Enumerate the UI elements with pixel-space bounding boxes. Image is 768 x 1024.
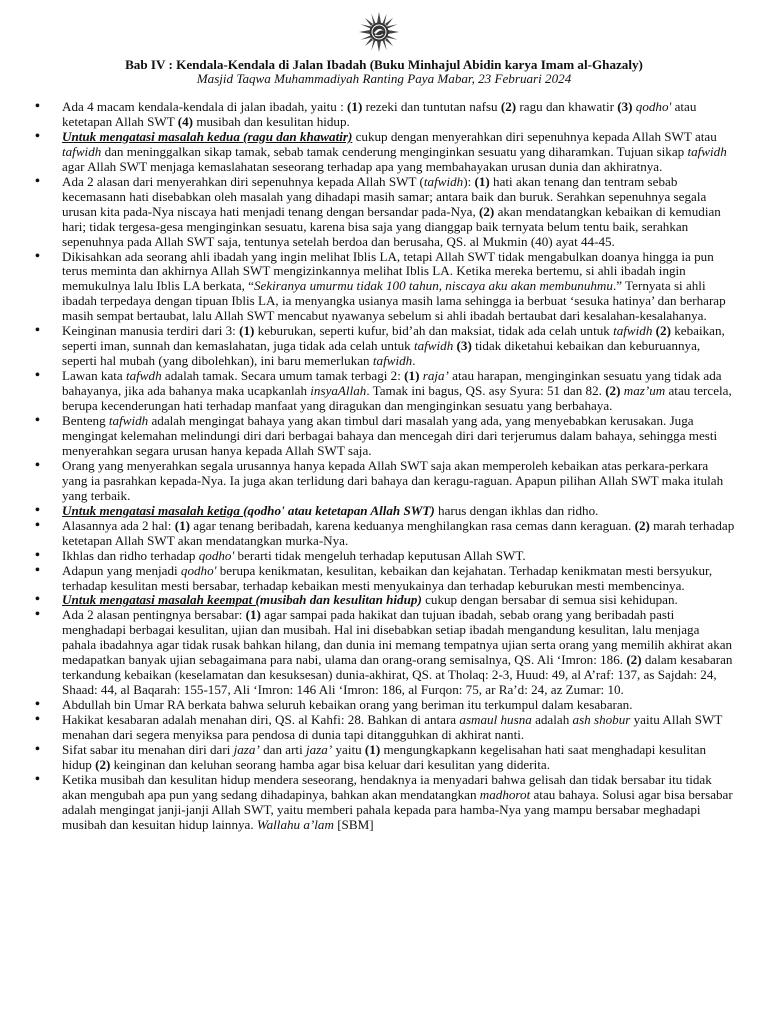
rich-text — [62, 413, 717, 458]
text-run: Sifat sabar itu menahan diri dari — [62, 741, 234, 757]
text-run: (1) — [347, 99, 363, 114]
text-run: .” Ternyata si ahli ibadah terpedaya dengan tipuan Iblis LA, ia menyangka usianya masih lama sehingga ia berbuat ‘sesuka hatinya’ dan berharap masih sempat bertaubat, lalu Allah SWT mencabut nyawanya sebelum si ahli ibadah bertaubat dari kesalahan-kesalahanya. — [62, 278, 726, 324]
rich-text — [62, 249, 726, 324]
text-run: tafwidh — [687, 143, 727, 159]
text-run: Wallahu a’lam — [256, 816, 334, 832]
text-run: (1) — [239, 323, 255, 339]
text-run: adalah — [531, 712, 573, 728]
bullet-point — [33, 175, 735, 250]
text-run: tafwdh — [125, 368, 162, 384]
text-run: hati akan tenang dan tentram sebab kecemasann hati disebabkan oleh masalah yang dihadapi masih samar; antara baik dan buruk. Serahkan sepenuhnya segala urusan kita pada-Nya niscaya hati menjadi tenang dengan bersandar pada-Nya, — [62, 173, 707, 219]
text-run: (2) — [626, 652, 642, 668]
rich-text — [62, 563, 712, 593]
text-run: insyaAllah — [310, 383, 367, 399]
text-run: Dikisahkan ada seorang ahli ibadah yang ingin melihat Iblis LA, tetapi Allah SWT tidak mengabulkan doanya hingga ia pun terus meminta dan akhirnya Allah SWT mengizinkannya melihat Iblis LA. Ketika mereka bertemu, si ahli ibadah ingin memukulnya lalu Iblis LA berkata, “ — [62, 248, 714, 294]
text-run: tafwidh — [613, 323, 653, 339]
text-run: Sekiranya umurmu tidak 100 tahun, niscaya aku akan membunuhmu — [254, 278, 613, 294]
bullet-point — [33, 324, 735, 369]
text-run: cukup dengan menyerahkan diri sepenuhnya kepada Allah SWT atau — [352, 128, 717, 144]
text-run: cukup dengan bersabar di semua sisi kehidupan. — [421, 592, 678, 608]
text-run: mengungkapkann kegelisahan hati saat menghadapi kesulitan hidup — [62, 741, 706, 772]
text-run: tafwidh — [62, 143, 102, 159]
rich-text — [62, 323, 725, 368]
rich-text — [62, 742, 706, 772]
rich-text — [62, 697, 633, 712]
text-run: (1) — [174, 517, 190, 533]
text-run: [SBM] — [333, 816, 374, 832]
text-run: Benteng — [62, 413, 109, 429]
bullet-point — [33, 459, 735, 504]
text-run: agar tenang beribadah, karena keduanya menghilangkan rasa cemas dann keraguan. — [190, 517, 635, 533]
text-run: Hakikat kesabaran adalah menahan diri, QS. al Kahfi: 28. Bahkan di antara — [62, 712, 460, 728]
rich-text — [62, 772, 733, 832]
text-run: rezeki dan tuntutan nafsu — [362, 99, 501, 114]
text-run: (1) — [245, 607, 261, 623]
text-run: qodho' — [180, 562, 217, 578]
text-run: atau bahaya. Solusi agar bisa bersabar adalah mengingat janji-janji Allah SWT, yaitu memberi pahala kepada para hamba-Nya yang mampu bersabar meghadapi musibah dan kesuitan hidup lainnya. — [62, 786, 733, 832]
text-run: musibah dan kesulitan hidup) — [259, 592, 422, 608]
rich-text — [62, 458, 723, 503]
text-run: Lawan kata — [62, 368, 126, 384]
text-run: tafwidh — [372, 353, 413, 369]
bullet-point — [33, 713, 735, 743]
text-run: (2) — [655, 323, 671, 339]
text-run: musibah dan kesulitan hidup. — [193, 113, 350, 129]
text-run: Ketika musibah dan kesulitan hidup mendera seseorang, hendaknya ia menyadari bahwa gelisah dan tidak bersabar itu tidak akan mengubah apa pun yang sedang dihadapinya, bahkan akan mendatangkan — [62, 771, 712, 802]
document-title: Bab IV : Kendala-Kendala di Jalan Ibadah (Buku Minhajul Abidin karya Imam al-Ghazaly) — [125, 57, 643, 72]
text-run: berupa kenikmatan, kesulitan, kebaikan dan kejahatan. Terhadap kenikmatan mesti bersyukur, terhadap kesulitan mesti bersabar, terhadap kebaikan mesti menyukainya dan terhadap keburukan mesti membencinya. — [62, 562, 713, 593]
text-run: qodho' — [635, 99, 672, 114]
text-run: . — [412, 353, 416, 369]
text-run: ash shobur — [572, 712, 631, 728]
bullet-point — [33, 100, 735, 130]
text-run: agar Allah SWT menjaga kemaslahatan seseorang terhadap apa yang membahayakan urusan dunia dan akhiratnya. — [62, 158, 663, 174]
text-run: (1) — [404, 368, 420, 384]
text-run: (1) — [364, 741, 381, 757]
rich-text — [62, 129, 727, 174]
rich-text — [62, 712, 722, 742]
text-run: kebaikan, seperti iman, sunnah dan kemaslahatan, juga tidak ada celah untuk — [62, 323, 725, 354]
text-run: agar sampai pada hakikat dan tujuan ibadah, sebab orang yang beribadah pasti menghadapi berbagai kesulitan, ujian dan musibah. Hal ini disebabkan setiap ibadah mengandung kesulitan, lalu menjaga pahala ibadahnya agar tidak rusak bahkan hilang, dan dunia ini memang tempatnya ujian serta orang yang memilih akhirat akan medapatkan banyak ujian sebagaimana para nabi, ulama dan orang-orang semisalnya, QS. Ali ‘Imron: 186. — [62, 607, 733, 668]
text-run: qodho' atau ketetapan Allah SWT) — [247, 502, 435, 518]
text-run: (2) — [634, 517, 650, 533]
text-run: Keinginan manusia terdiri dari 3: — [62, 323, 240, 339]
text-run: harus dengan ikhlas dan ridho. — [434, 502, 599, 518]
bullet-point — [33, 593, 735, 608]
text-run: maz’um — [623, 383, 666, 399]
text-run: dalam kesabaran terkandung kebaikan (keselamatan dan kesuksesan) dunia-akhirat, QS. at Tholaq: 2-3, Huud: 49, al A’raf: 137, as Sajdah: 24, Shaad: 44, al Baqarah: 155-157, Ali ‘Imron: 146 Ali ‘Imron: 186, al Furqon: 75, ar Ra’d: 24, az Zumar: 10. — [62, 652, 733, 698]
text-run: (3) — [456, 338, 472, 354]
rich-text — [62, 592, 678, 607]
rich-text — [62, 174, 721, 249]
rich-text — [62, 368, 732, 413]
text-run: (3) — [617, 99, 633, 114]
bullet-point — [33, 743, 735, 773]
bullet-list — [33, 100, 735, 833]
text-run: jaza’ — [306, 741, 333, 757]
text-run: berarti tidak mengeluh terhadap keputusan Allah SWT. — [234, 547, 526, 563]
text-run: yaitu — [332, 741, 365, 757]
text-run: atau tercela, berupa kecenderungan hati terhadap manfaat yang diragukan dan menginginkan sesuatu yang berbahaya. — [62, 383, 732, 414]
text-run: asmaul husna — [459, 712, 532, 728]
text-run: (4) — [177, 113, 194, 129]
text-run: adalah tamak. Secara umum tamak terbagi 2: — [161, 368, 405, 384]
text-run: Untuk mengatasi masalah keempat ( — [62, 592, 260, 608]
text-run: tafwidh — [423, 173, 464, 189]
bullet-point — [33, 564, 735, 594]
text-run: Ada 2 alasan dari menyerahkan diri sepenuhnya kepada Allah SWT ( — [62, 173, 424, 189]
bullet-point — [33, 549, 735, 564]
text-run: yaitu Allah SWT menahan dari segera menyiksa para pendosa di dunia tapi ditangguhkan di akhirat nanti. — [62, 712, 723, 743]
text-run: Ada 2 alasan pentingnya bersabar: — [62, 607, 246, 623]
text-run: madhorot — [479, 786, 531, 802]
text-run: Untuk mengatasi masalah ketiga ( — [62, 502, 248, 518]
text-run: raja’ — [422, 368, 449, 384]
bullet-point — [33, 504, 735, 519]
text-run: atau harapan, menginginkan sesuatu yang tidak ada bahayanya, jika ada bahanya maka ucapkanlah — [62, 368, 722, 399]
text-run: tafwidh — [108, 413, 149, 429]
text-run: Ikhlas dan ridho terhadap — [62, 547, 199, 563]
text-run: Adapun yang menjadi — [62, 562, 181, 578]
text-run: akan mendatangkan kebaikan di kemudian hari; tidak tergesa-gesa menginginkan sesuatu, karena bisa saja yang dianggap baik ternyata belum tentu baik, serahkan sepenuhnya pada Allah SWT saja, tentunya setelah berdoa dan berusaha, QS. al Mukmin (40) ayat 44-45. — [62, 203, 721, 249]
rich-text — [62, 503, 598, 518]
bullet-point — [33, 369, 735, 414]
text-run: marah terhadap ketetapan Allah SWT akan mendatangkan murka-Nya. — [62, 517, 735, 548]
rich-text — [62, 548, 526, 563]
text-run: atau ketetapan Allah SWT — [62, 99, 697, 129]
bullet-point — [33, 519, 735, 549]
rich-text — [62, 99, 696, 129]
text-run: ): — [463, 173, 475, 189]
bullet-point — [33, 250, 735, 325]
bullet-point — [33, 773, 735, 833]
text-run: keburukan, seperti kufur, bid’ah dan maksiat, tidak ada celah untuk — [254, 323, 614, 339]
text-run: dan arti — [259, 741, 306, 757]
text-run: tidak diketahui kebaikan dan keburuannya, seperti hal mubah (yang dibolehkan), ini baru memerlukan — [62, 338, 701, 369]
text-run: Ada 4 macam kendala-kendala di jalan ibadah, yaitu : — [62, 99, 348, 114]
bullet-point — [33, 130, 735, 175]
text-run: (1) — [474, 173, 490, 189]
text-run: adalah mengingat bahaya yang akan timbul dari masalah yang ada, yang menyebabkan kerusakan. Juga mengingat kelemahan melindungi diri dari berbagai bahaya dan mencegah diri dari terjerumus dalam bahaya, sehingga mesti menyerahkan segara urusan hanya kepada Allah SWT saja. — [62, 413, 718, 458]
text-run: keinginan dan keluhan seorang hamba agar bisa keluar dari kesulitan yang diderita. — [110, 756, 550, 772]
bullet-point — [33, 698, 735, 713]
text-run: (2) — [95, 756, 111, 772]
text-run: dan meninggalkan sikap tamak, sebab tamak cenderung menginginkan sesuatu yang diharamkan. Tujuan sikap — [101, 143, 688, 159]
muhammadiyah-logo-icon — [359, 12, 399, 52]
rich-text — [62, 607, 732, 697]
bullet-point — [33, 414, 735, 459]
text-run: Orang yang menyerahkan segala urusannya hanya kepada Allah SWT saja akan memperoleh kebaikan atas perkara-perkara yang ia pasrahkan kepada-Nya. Ia juga akan terlidung dari bahaya dan keragu-raguan. Apapun pilihan Allah SWT maka itulah yang terbaik. — [62, 457, 724, 503]
text-run: jaza’ — [233, 741, 260, 757]
text-run: Abdullah bin Umar RA berkata bahwa seluruh kebaikan orang yang beriman itu terkumpul dalam kesabaran. — [62, 697, 633, 713]
rich-text — [62, 518, 734, 548]
document-subtitle: Masjid Taqwa Muhammadiyah Ranting Paya Mabar, 23 Februari 2024 — [196, 71, 572, 86]
text-run: . Tamak ini bagus, QS. asy Syura: 51 dan 82. — [366, 383, 606, 399]
text-run: tafwidh — [413, 338, 454, 354]
text-run: (2) — [500, 99, 517, 114]
text-run: ragu dan khawatir — [516, 99, 618, 114]
text-run: (2) — [479, 203, 495, 219]
text-run: qodho' — [198, 547, 235, 563]
text-run: (2) — [605, 383, 621, 399]
text-run: Untuk mengatasi masalah kedua (ragu dan khawatir) — [62, 128, 353, 144]
bullet-point — [33, 608, 735, 698]
text-run: Alasannya ada 2 hal: — [62, 517, 175, 533]
